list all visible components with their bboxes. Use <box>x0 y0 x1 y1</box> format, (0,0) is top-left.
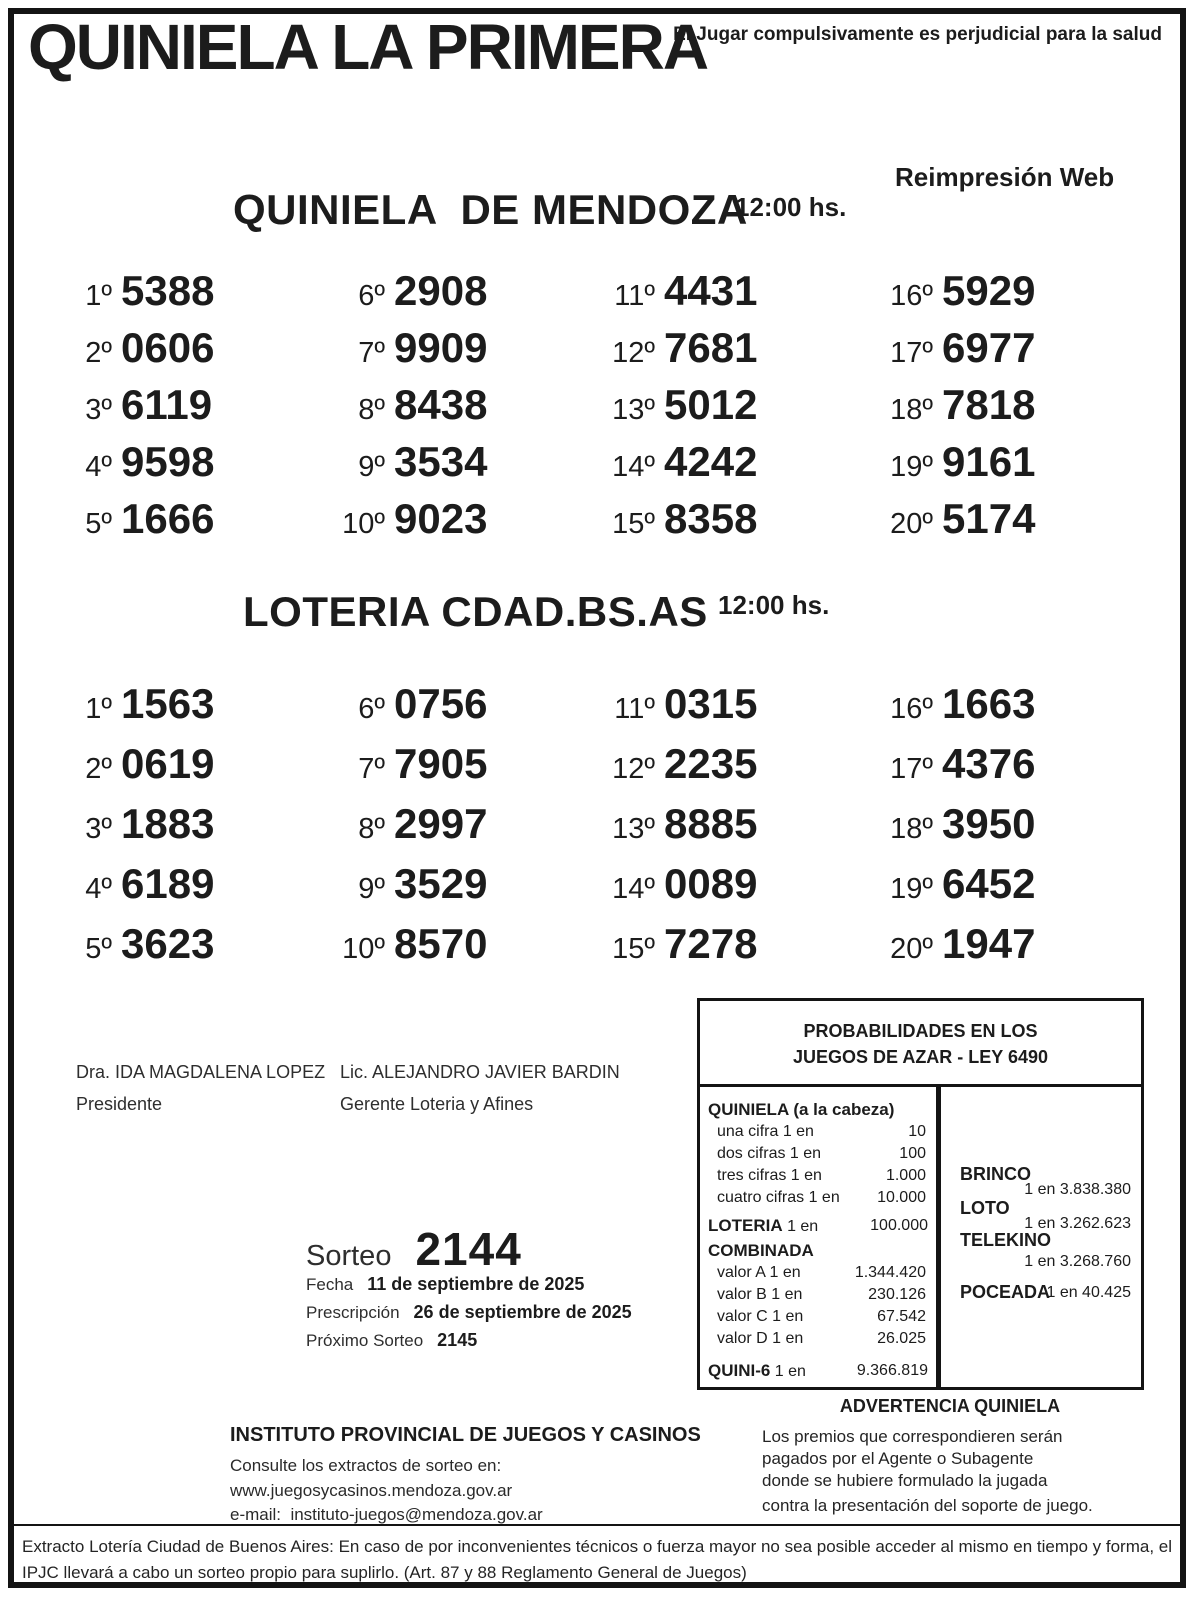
odds-row <box>700 1187 936 1209</box>
odds-row <box>700 1121 936 1143</box>
odds-label: valor A 1 en <box>717 1264 801 1281</box>
result-number: 4376 <box>942 740 1036 787</box>
result-position: 13º <box>612 394 655 426</box>
institute-consult-line: Consulte los extractos de sorteo en: <box>230 1456 502 1475</box>
game-odds: 1 en 3.838.380 <box>1024 1181 1131 1198</box>
proximo-sorteo-label: Próximo Sorteo <box>306 1331 424 1350</box>
proximo-sorteo-value: 2145 <box>437 1330 478 1350</box>
result-number: 2997 <box>394 800 488 847</box>
result-position: 2º <box>85 753 112 785</box>
result-cell <box>60 258 333 315</box>
result-position: 12º <box>612 753 655 785</box>
institute-name: INSTITUTO PROVINCIAL DE JUEGOS Y CASINOS <box>230 1424 701 1446</box>
result-cell <box>60 372 333 429</box>
footer-disclaimer: Extracto Lotería Ciudad de Buenos Aires: En caso de por inconvenientes técnicos o fuerza mayor no sea posible acceder al mismo en tiempo y forma, el IPJC llevará a cabo un sorteo propio para suplirlo. (Art. 87 y 88 Reglamento General de Juegos) <box>22 1537 1173 1582</box>
institute-email: e-mail: instituto-juegos@mendoza.gov.ar <box>230 1505 543 1524</box>
result-number: 9161 <box>942 438 1036 485</box>
advertencia-line: donde se hubiere formulado la jugada <box>762 1471 1048 1490</box>
result-cell <box>333 728 603 788</box>
mendoza-draw-title: QUINIELA DE MENDOZA <box>233 186 748 233</box>
result-cell <box>881 315 1160 372</box>
advertencia-title: ADVERTENCIA QUINIELA <box>839 1396 1061 1416</box>
quini6-odds-label <box>708 1360 806 1383</box>
result-position: 15º <box>612 933 655 965</box>
result-cell <box>60 429 333 486</box>
reprint-web-label: Reimpresión Web <box>895 162 1115 192</box>
result-position: 2º <box>85 337 112 369</box>
result-number: 5929 <box>942 267 1036 314</box>
result-number: 5174 <box>942 495 1036 542</box>
loteria-game-name: LOTERIA <box>708 1216 783 1235</box>
result-cell <box>60 728 333 788</box>
quiniela-odds-rows <box>700 1121 936 1209</box>
odds-row <box>700 1328 936 1350</box>
result-number: 8438 <box>394 381 488 428</box>
odds-value: 10 <box>908 1123 926 1140</box>
odds-row <box>700 1284 936 1306</box>
quini6-game-name: QUINI-6 <box>708 1361 771 1380</box>
result-position: 5º <box>85 508 112 540</box>
result-cell <box>60 668 333 728</box>
result-cell <box>60 848 333 908</box>
result-number: 7681 <box>664 324 758 371</box>
result-number: 1663 <box>942 680 1036 727</box>
game-odds: 1 en 3.262.623 <box>1024 1215 1131 1232</box>
bsas-results-grid <box>60 668 1160 968</box>
result-number: 6119 <box>121 381 213 428</box>
advertencia-line: contra la presentación del soporte de juego. <box>762 1496 1093 1515</box>
result-cell <box>603 315 881 372</box>
result-position: 9º <box>358 873 385 905</box>
result-cell <box>60 315 333 372</box>
official-president-role: Presidente <box>76 1094 163 1114</box>
result-cell <box>603 728 881 788</box>
odds-label: valor C 1 en <box>717 1308 804 1325</box>
result-number: 6189 <box>121 860 215 907</box>
odds-label: tres cifras 1 en <box>717 1167 822 1184</box>
result-position: 3º <box>85 813 112 845</box>
result-cell <box>333 908 603 968</box>
result-position: 17º <box>890 753 933 785</box>
result-position: 10º <box>342 508 385 540</box>
probabilities-title-line2: JUEGOS DE AZAR - LEY 6490 <box>792 1047 1049 1067</box>
result-cell <box>881 668 1160 728</box>
mendoza-draw-time: 12:00 hs. <box>735 192 847 222</box>
result-position: 3º <box>85 394 112 426</box>
result-cell <box>60 486 333 543</box>
official-manager-role: Gerente Loteria y Afines <box>340 1094 534 1114</box>
quini6-odds-row <box>700 1360 936 1383</box>
result-cell <box>333 372 603 429</box>
loteria-odds-mid: 1 en <box>787 1218 819 1235</box>
result-position: 20º <box>890 933 933 965</box>
official-president-name: Dra. IDA MAGDALENA LOPEZ <box>76 1062 326 1082</box>
loteria-odds-label <box>708 1215 818 1238</box>
odds-label: cuatro cifras 1 en <box>717 1189 840 1206</box>
proximo-sorteo-row <box>306 1330 477 1351</box>
odds-label: valor D 1 en <box>717 1330 804 1347</box>
result-cell <box>603 908 881 968</box>
odds-row <box>700 1143 936 1165</box>
result-number: 0756 <box>394 680 488 727</box>
result-position: 5º <box>85 933 112 965</box>
odds-value: 26.025 <box>877 1330 926 1347</box>
bsas-draw-title: LOTERIA CDAD.BS.AS <box>243 588 708 635</box>
result-number: 3529 <box>394 860 488 907</box>
result-number: 9598 <box>121 438 215 485</box>
result-position: 14º <box>612 451 655 483</box>
odds-row <box>700 1165 936 1187</box>
result-position: 7º <box>358 337 385 369</box>
result-position: 19º <box>890 873 933 905</box>
result-cell <box>60 788 333 848</box>
quiniela-odds-header: QUINIELA (a la cabeza) <box>708 1100 895 1119</box>
result-cell <box>603 429 881 486</box>
result-number: 7278 <box>664 920 758 967</box>
result-cell <box>603 668 881 728</box>
result-number: 7905 <box>394 740 488 787</box>
result-position: 15º <box>612 508 655 540</box>
result-number: 3534 <box>394 438 488 485</box>
result-number: 1883 <box>121 800 215 847</box>
game-name: LOTO <box>960 1198 1010 1218</box>
result-position: 18º <box>890 813 933 845</box>
result-cell <box>603 486 881 543</box>
result-position: 6º <box>358 280 385 312</box>
probabilities-body <box>700 1087 1141 1387</box>
odds-row <box>700 1306 936 1328</box>
footer-divider <box>14 1524 1180 1526</box>
result-number: 0606 <box>121 324 215 371</box>
result-position: 16º <box>890 693 933 725</box>
odds-label: una cifra 1 en <box>717 1123 814 1140</box>
result-position: 14º <box>612 873 655 905</box>
result-cell <box>333 486 603 543</box>
result-number: 3950 <box>942 800 1036 847</box>
quini6-odds-value: 9.366.819 <box>856 1362 928 1379</box>
result-cell <box>881 372 1160 429</box>
result-number: 5388 <box>121 267 215 314</box>
loteria-odds-value: 100.000 <box>870 1217 928 1234</box>
game-name: BRINCO <box>960 1164 1031 1184</box>
result-cell <box>603 372 881 429</box>
advertencia-lines <box>750 1426 1150 1517</box>
sorteo-label: Sorteo <box>306 1240 392 1272</box>
result-number: 0089 <box>664 860 758 907</box>
result-cell <box>333 258 603 315</box>
odds-label: dos cifras 1 en <box>717 1145 822 1162</box>
result-cell <box>333 668 603 728</box>
probabilities-right-column <box>946 1087 1141 1387</box>
official-manager-name: Lic. ALEJANDRO JAVIER BARDIN <box>340 1062 620 1082</box>
odds-value: 67.542 <box>877 1308 926 1325</box>
odds-row <box>700 1262 936 1284</box>
quini6-odds-mid: 1 en <box>774 1363 806 1380</box>
advertencia-block <box>750 1396 1150 1517</box>
result-number: 4431 <box>664 267 758 314</box>
prescripcion-label: Prescripción <box>306 1303 400 1322</box>
game-name: TELEKINO <box>960 1230 1052 1250</box>
result-cell <box>881 429 1160 486</box>
result-position: 10º <box>342 933 385 965</box>
result-cell <box>603 848 881 908</box>
result-cell <box>333 315 603 372</box>
result-position: 13º <box>612 813 655 845</box>
result-number: 2235 <box>664 740 758 787</box>
result-position: 11º <box>614 693 655 725</box>
odds-label: valor B 1 en <box>717 1286 803 1303</box>
probabilities-title <box>700 1001 1141 1087</box>
bsas-draw-time: 12:00 hs. <box>718 590 830 620</box>
odds-value: 100 <box>899 1145 926 1162</box>
game-name: POCEADA <box>960 1282 1051 1302</box>
health-warning-text: El Jugar compulsivamente es perjudicial para la salud <box>673 24 1162 45</box>
result-cell <box>881 908 1160 968</box>
result-number: 8885 <box>664 800 758 847</box>
result-position: 11º <box>614 280 655 312</box>
result-number: 3623 <box>121 920 215 967</box>
result-cell <box>333 429 603 486</box>
combinada-odds-header: COMBINADA <box>708 1241 814 1260</box>
fecha-value: 11 de septiembre de 2025 <box>367 1274 585 1294</box>
game-odds-block <box>960 1283 1133 1323</box>
odds-value: 1.344.420 <box>854 1264 926 1281</box>
result-number: 8570 <box>394 920 488 967</box>
result-cell <box>881 848 1160 908</box>
result-position: 16º <box>890 280 933 312</box>
result-number: 1947 <box>942 920 1036 967</box>
result-number: 4242 <box>664 438 758 485</box>
result-position: 8º <box>358 394 385 426</box>
result-position: 9º <box>358 451 385 483</box>
game-odds: 1 en 3.268.760 <box>1024 1253 1131 1270</box>
probabilities-title-line1: PROBABILIDADES EN LOS <box>803 1021 1038 1041</box>
result-number: 1563 <box>121 680 215 727</box>
result-position: 6º <box>358 693 385 725</box>
result-number: 9909 <box>394 324 488 371</box>
fecha-label: Fecha <box>306 1275 354 1294</box>
result-position: 4º <box>85 873 112 905</box>
result-position: 20º <box>890 508 933 540</box>
prescripcion-row <box>306 1302 632 1323</box>
result-position: 12º <box>612 337 655 369</box>
result-position: 1º <box>85 280 112 312</box>
result-position: 8º <box>358 813 385 845</box>
prescripcion-value: 26 de septiembre de 2025 <box>413 1302 632 1322</box>
result-cell <box>333 848 603 908</box>
result-cell <box>881 788 1160 848</box>
result-position: 7º <box>358 753 385 785</box>
result-number: 8358 <box>664 495 758 542</box>
result-cell <box>881 258 1160 315</box>
result-number: 9023 <box>394 495 488 542</box>
result-number: 1666 <box>121 495 215 542</box>
mendoza-results-grid <box>60 258 1160 543</box>
result-position: 19º <box>890 451 933 483</box>
result-cell <box>333 788 603 848</box>
result-number: 2908 <box>394 267 488 314</box>
probabilities-box <box>697 998 1144 1390</box>
result-number: 7818 <box>942 381 1036 428</box>
result-number: 5012 <box>664 381 758 428</box>
result-cell <box>603 788 881 848</box>
result-number: 0619 <box>121 740 215 787</box>
game-odds-block <box>960 1231 1133 1271</box>
result-cell <box>60 908 333 968</box>
result-cell <box>881 486 1160 543</box>
result-position: 4º <box>85 451 112 483</box>
loteria-odds-row <box>700 1215 936 1238</box>
odds-value: 10.000 <box>877 1189 926 1206</box>
institute-block <box>230 1424 701 1528</box>
result-cell <box>603 258 881 315</box>
result-cell <box>881 728 1160 788</box>
result-position: 17º <box>890 337 933 369</box>
odds-value: 1.000 <box>885 1167 926 1184</box>
page-title: QUINIELA LA PRIMERA <box>28 11 708 83</box>
result-position: 18º <box>890 394 933 426</box>
result-number: 0315 <box>664 680 758 727</box>
result-position: 1º <box>85 693 112 725</box>
combinada-odds-rows <box>700 1262 936 1350</box>
advertencia-line: Los premios que correspondieren serán <box>762 1427 1063 1446</box>
result-number: 6977 <box>942 324 1036 371</box>
result-number: 6452 <box>942 860 1036 907</box>
institute-website: www.juegosycasinos.mendoza.gov.ar <box>230 1480 513 1500</box>
fecha-row <box>306 1274 584 1295</box>
odds-value: 230.126 <box>868 1286 926 1303</box>
advertencia-line: pagados por el Agente o Subagente <box>762 1449 1034 1468</box>
sorteo-row <box>306 1222 522 1276</box>
game-odds: 1 en 40.425 <box>1046 1284 1131 1301</box>
sorteo-number: 2144 <box>415 1223 522 1275</box>
probabilities-left-column <box>700 1087 941 1387</box>
